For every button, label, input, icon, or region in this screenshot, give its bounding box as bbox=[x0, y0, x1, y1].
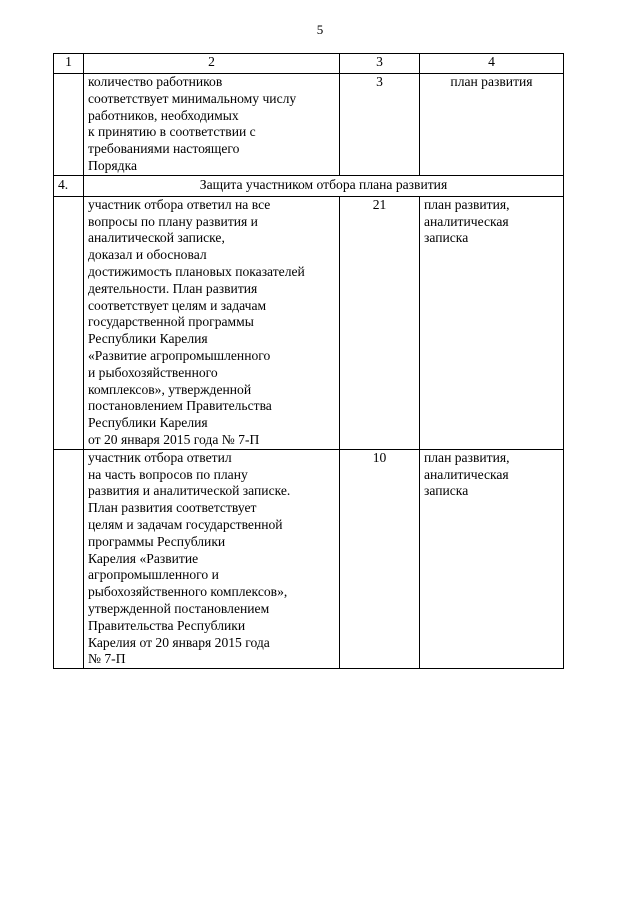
criterion-cell: участник отбора ответил на все вопросы по плану развития и аналитической записке, доказал и обосновал достижимость плановых показателей деятельности. План развития соответствует целям и задачам государственной программы Республики Карелия «Развитие агропромышленного и рыбохозяйственного комплексов», утвержденной постановлением Правительства Республики Карелия от 20 января 2015 года № 7-П bbox=[84, 196, 340, 449]
score-cell: 3 bbox=[340, 74, 420, 176]
table-row bbox=[54, 449, 564, 668]
header-cell-2: 2 bbox=[84, 54, 340, 74]
header-cell-1: 1 bbox=[54, 54, 84, 74]
number-cell bbox=[54, 449, 84, 668]
score-cell: 10 bbox=[340, 449, 420, 668]
header-cell-3: 3 bbox=[340, 54, 420, 74]
table-header-row bbox=[54, 54, 564, 74]
number-cell bbox=[54, 74, 84, 176]
header-cell-4: 4 bbox=[420, 54, 564, 74]
table-row bbox=[54, 196, 564, 449]
page-number: 5 bbox=[316, 22, 324, 37]
source-cell: план развития, аналитическая записка bbox=[420, 196, 564, 449]
section-title-row bbox=[54, 175, 564, 196]
source-cell: план развития bbox=[420, 74, 564, 176]
table-row bbox=[54, 74, 564, 176]
section-number: 4. bbox=[54, 175, 84, 196]
criteria-table bbox=[53, 53, 564, 669]
source-cell: план развития, аналитическая записка bbox=[420, 449, 564, 668]
score-cell: 21 bbox=[340, 196, 420, 449]
section-title: Защита участником отбора плана развития bbox=[84, 175, 564, 196]
criterion-cell: количество работников соответствует минимальному числу работников, необходимых к принятию в соответствии с требованиями настоящего Порядка bbox=[84, 74, 340, 176]
criterion-cell: участник отбора ответил на часть вопросов по плану развития и аналитической записке. План развития соответствует целям и задачам государственной программы Республики Карелия «Развитие агропромышленного и рыбохозяйственного комплексов», утвержденной постановлением Правительства Республики Карелия от 20 января 2015 года № 7-П bbox=[84, 449, 340, 668]
number-cell bbox=[54, 196, 84, 449]
